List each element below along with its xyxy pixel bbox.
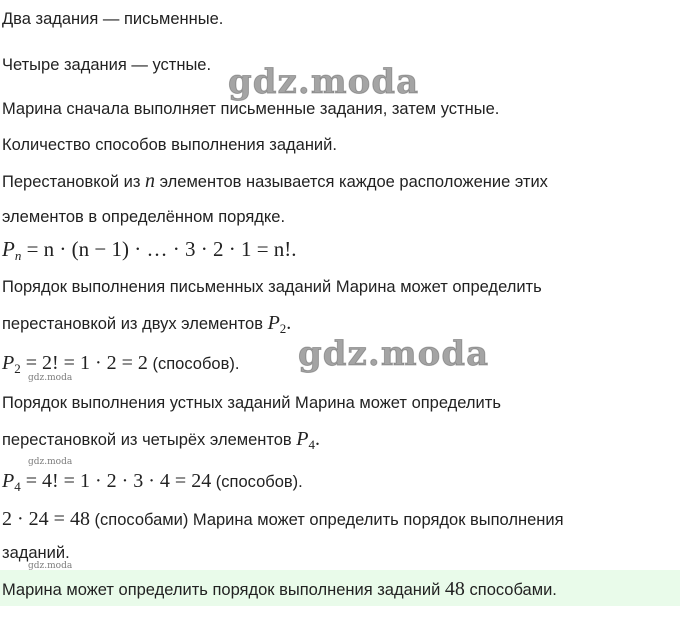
p2-dot: . <box>286 312 292 334</box>
p4-formula-sub: 4 <box>14 479 21 494</box>
formula-permutation <box>2 236 297 269</box>
watermark-logo: gdz.moda <box>298 334 490 374</box>
definition-text-end: элементов называется каждое расположение этих <box>155 173 548 191</box>
text-line-definition-cont: элементов в определённом порядке. <box>2 208 286 226</box>
text-line-oral-tasks: Четыре задания — устные. <box>2 56 212 74</box>
watermark-small: gdz.moda <box>28 373 73 383</box>
p2-unit: (способов). <box>147 355 240 373</box>
text-line-count: Количество способов выполнения заданий. <box>2 136 337 154</box>
math-variable-n: n <box>145 170 155 192</box>
p4-dot: . <box>315 428 321 450</box>
total-formula: 2 · 24 = 48 <box>2 508 90 530</box>
answer-text <box>2 578 557 601</box>
text-line-order: Марина сначала выполняет письменные задания, затем устные. <box>2 100 500 118</box>
answer-text-start: Марина может определить порядок выполнения заданий <box>2 581 445 599</box>
p2-formula: = 2! = 1 · 2 = 2 <box>20 352 148 374</box>
p2-formula-symbol: P <box>2 352 15 374</box>
total-text: (способами) Марина может определить порядок выполнения <box>89 511 564 529</box>
four-elements-text: перестановкой из четырёх элементов <box>2 431 297 449</box>
definition-text-start: Перестановкой из <box>2 173 145 191</box>
text-line-written-tasks: Два задания — письменные. <box>2 10 224 28</box>
watermark-small: gdz.moda <box>28 457 73 467</box>
watermark-logo: gdz.moda <box>228 62 420 102</box>
text-line-four-elements <box>2 428 320 456</box>
text-line-two-elements <box>2 312 291 340</box>
formula-p: P <box>2 237 15 261</box>
p4-sub: 4 <box>308 437 316 452</box>
formula-line-total <box>2 508 564 531</box>
p4-formula-symbol: P <box>2 470 15 492</box>
answer-text-end: способами. <box>464 581 557 599</box>
answer-number: 48 <box>444 578 465 600</box>
p2-formula-sub: 2 <box>14 361 21 376</box>
p4-unit: (способов). <box>211 473 303 491</box>
text-line-definition <box>2 170 548 193</box>
formula-rest: = n · (n − 1) · … · 3 · 2 · 1 = n!. <box>21 237 297 261</box>
formula-line-p4 <box>2 470 303 498</box>
p4-symbol: P <box>296 428 309 450</box>
two-elements-text: перестановкой из двух элементов <box>2 315 268 333</box>
text-line-oral-order: Порядок выполнения устных заданий Марина может определить <box>2 394 501 412</box>
p4-formula: = 4! = 1 · 2 · 3 · 4 = 24 <box>20 470 212 492</box>
formula-p-sub: n <box>14 248 22 263</box>
watermark-small: gdz.moda <box>28 561 73 571</box>
text-line-written-order: Порядок выполнения письменных заданий Марина может определить <box>2 278 542 296</box>
p2-symbol: P <box>267 312 280 334</box>
text-line-tasks: заданий. <box>2 544 70 562</box>
p2-sub: 2 <box>279 321 287 336</box>
